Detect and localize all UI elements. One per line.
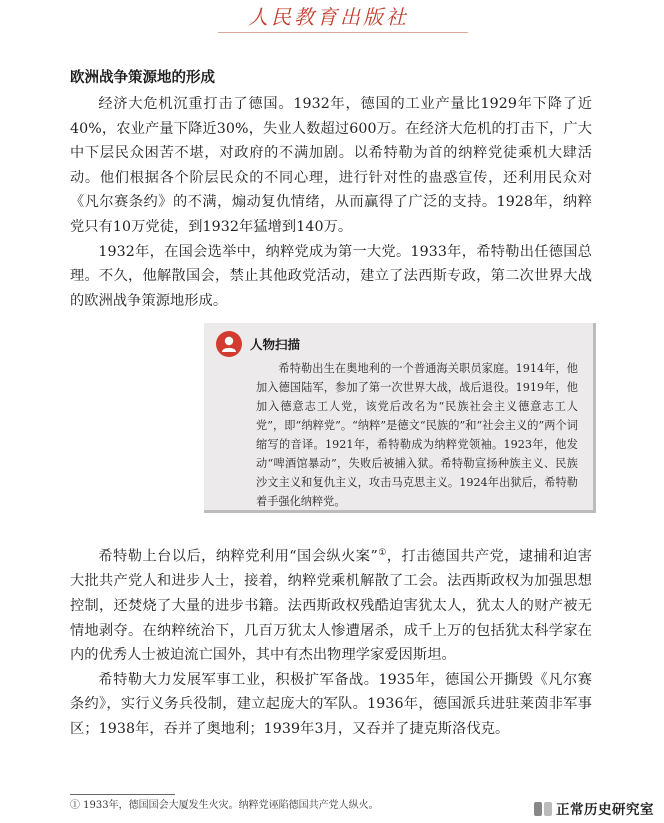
footnote-marker[interactable]: ① xyxy=(377,548,387,558)
paragraph xyxy=(70,541,592,668)
watermark xyxy=(532,797,656,819)
paragraph: 1932年，在国会选举中，纳粹党成为第一大党。1933年，希特勒出任德国总理。不久，他解散国会，禁止其他政党活动，建立了法西斯专政，第二次世界大战的欧洲战争策源地形成。 xyxy=(70,243,592,309)
paragraph xyxy=(70,668,592,742)
header-divider xyxy=(218,32,468,33)
paragraph-text: 希特勒上台以后，纳粹党利用“国会纵火案” xyxy=(98,548,378,565)
profile-box-title: 人物扫描 xyxy=(250,337,301,352)
publisher-logo: 人民教育出版社 xyxy=(248,5,409,29)
footnote-divider xyxy=(70,794,175,795)
body-text-top xyxy=(70,92,592,313)
profile-box xyxy=(204,323,596,513)
profile-box-header xyxy=(216,329,300,359)
paragraph-text: ，打击德国共产党，逮捕和迫害大批共产党人和进步人士，接着，纳粹党乘机解散了工会。法西斯政权为加强思想控制，还焚烧了大量的进步书籍。法西斯政权残酷迫害犹太人，犹太人的财产被无情地剥夺。在纳粹统治下，几百万犹太人惨遭屠杀，成千上万的包括犹太科学家在内的优秀人士被迫流亡国外，其中有杰出物理学家爱因斯坦。 xyxy=(70,548,592,664)
watermark-text: 正常历史研究室 xyxy=(556,802,654,818)
paragraph: 经济大危机沉重打击了德国。1932年，德国的工业产量比1929年下降了近40%，农业产量下降近30%，失业人数超过600万。在经济大危机的打击下，广大中下层民众困苦不堪，对政府的不满加剧。以希特勒为首的纳粹党徒乘机大肆活动。他们根据各个阶层民众的不同心理，进行针对性的蛊惑宣传，还利用民众对《凡尔赛条约》的不满，煽动复仇情绪，从而赢得了广泛的支持。1928年，纳粹党只有10万党徒，到1932年猛增到140万。 xyxy=(70,96,592,235)
profile-box-text: 希特勒出生在奥地利的一个普通海关职员家庭。1914年，他加入德国陆军，参加了第一次世界大战，战后退役。1919年，他加入德意志工人党，该党后改名为“民族社会主义德意志工人党”，即“纳粹党”。“纳粹”是德文“民族的”和“社会主义的”两个词缩写的音译。1921年，希特勒成为纳粹党领袖。1923年，他发动“啤酒馆暴动”，失败后被捕入狱。希特勒宣扬种族主义、民族沙文主义和复仇主义，攻击马克思主义。1924年出狱后，希特勒着手强化纳粹党。 xyxy=(256,362,578,508)
person-icon xyxy=(216,331,242,357)
section-title: 欧洲战争策源地的形成 xyxy=(70,70,215,86)
body-text-bottom xyxy=(70,541,592,741)
paragraph-text: 希特勒大力发展军事工业，积极扩军备战。1935年，德国公开撕毁《凡尔赛条约》，实行义务兵役制，建立起庞大的军队。1936年，德国派兵进驻莱茵非军事区；1938年，吞并了奥地利；1939年3月，又吞并了捷克斯洛伐克。 xyxy=(70,671,592,737)
logo-icon xyxy=(534,801,552,815)
footnote: ① 1933年，德国国会大厦发生火灾。纳粹党诬陷德国共产党人纵火。 xyxy=(70,800,379,811)
